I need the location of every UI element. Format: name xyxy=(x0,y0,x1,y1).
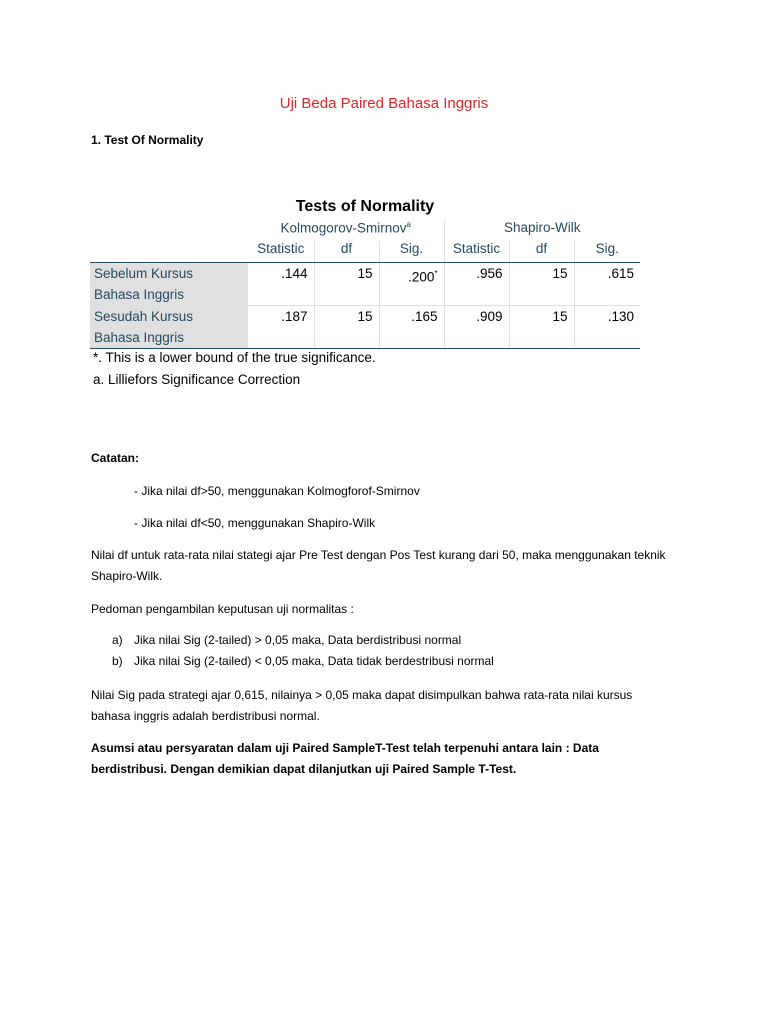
table-row xyxy=(90,263,640,306)
column-header: Sig. xyxy=(379,241,444,263)
table-row xyxy=(90,306,640,349)
footnote: *. This is a lower bound of the true significance. xyxy=(93,350,376,365)
conclusion: Asumsi atau persyaratan dalam uji Paired SampleT-Test telah terpenuhi antara lain : Data berdistribusi. Dengan demikian dapat dilanjutkan uji Paired Sample T-Test. xyxy=(91,741,599,776)
table-cell: .187 xyxy=(248,306,314,349)
ks-group-header: Kolmogorov-Smirnov$^a$ xyxy=(248,220,444,241)
corner-cell xyxy=(90,241,248,263)
table-cell: .130 xyxy=(574,306,640,349)
row-label: Sesudah Kursus Bahasa Inggris xyxy=(90,306,248,349)
document-title: Uji Beda Paired Bahasa Inggris xyxy=(279,95,489,112)
table-cell: .165 xyxy=(379,306,444,349)
paragraph: Nilai df untuk rata-rata nilai stategi ajar Pre Test dengan Pos Test kurang dari 50, maka menggunakan teknik Shapiro-Wilk. xyxy=(91,548,666,583)
note-bullet: - Jika nilai df>50, menggunakan Kolmogforof-Smirnov xyxy=(134,484,420,498)
table-cell: 15 xyxy=(509,306,574,349)
list-text: Jika nilai Sig (2-tailed) < 0,05 maka, Data tidak berdestribusi normal xyxy=(134,654,494,668)
table-cell: 15 xyxy=(509,263,574,306)
row-label: Sebelum Kursus Bahasa Inggris xyxy=(90,263,248,306)
note-bullet: - Jika nilai df<50, menggunakan Shapiro-Wilk xyxy=(134,516,376,530)
list-marker: a) xyxy=(112,633,123,647)
column-header: Statistic xyxy=(444,241,509,263)
list-item xyxy=(112,654,494,668)
table-cell: .956 xyxy=(444,263,509,306)
list-text: Jika nilai Sig (2-tailed) > 0,05 maka, Data berdistribusi normal xyxy=(134,633,462,647)
guideline-heading: Pedoman pengambilan keputusan uji normalitas : xyxy=(91,602,354,616)
table-cell: .909 xyxy=(444,306,509,349)
table-cell: .144 xyxy=(248,263,314,306)
column-header: df xyxy=(314,241,379,263)
table-cell: 15 xyxy=(314,306,379,349)
corner-cell xyxy=(90,220,248,241)
section-heading: 1. Test Of Normality xyxy=(91,133,204,147)
table-cell: .200* xyxy=(379,263,444,306)
footnote: a. Lilliefors Significance Correction xyxy=(93,372,301,387)
column-header: df xyxy=(509,241,574,263)
sw-group-header: Shapiro-Wilk xyxy=(503,220,581,235)
table-cell: .615 xyxy=(574,263,640,306)
column-header: Statistic xyxy=(248,241,314,263)
list-item xyxy=(112,633,461,647)
spss-table-title: Tests of Normality xyxy=(295,198,435,215)
notes-heading: Catatan: xyxy=(91,451,140,465)
list-marker: b) xyxy=(112,654,123,668)
paragraph: Nilai Sig pada strategi ajar 0,615, nilainya > 0,05 maka dapat disimpulkan bahwa rata-rata nilai kursus bahasa inggris adalah berdistribusi normal. xyxy=(91,688,633,723)
normality-table xyxy=(90,220,640,349)
table-cell: 15 xyxy=(314,263,379,306)
column-header: Sig. xyxy=(574,241,640,263)
